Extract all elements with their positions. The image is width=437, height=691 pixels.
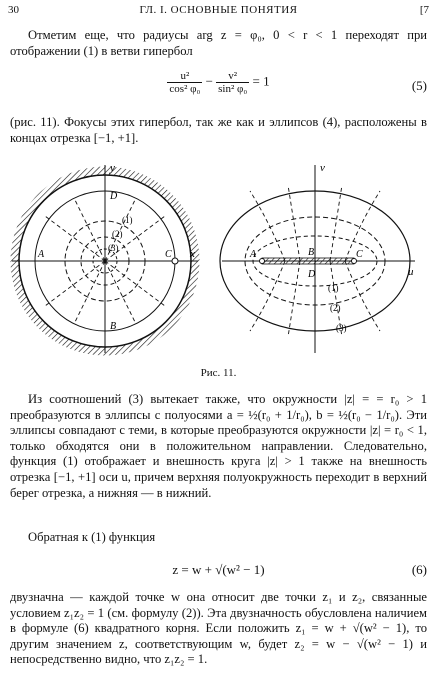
- equation-6: [10, 562, 427, 582]
- page-header: [8, 4, 429, 20]
- equation-5: [10, 70, 427, 104]
- label-a-left: A: [38, 249, 45, 260]
- label-1-right: (1): [328, 283, 339, 293]
- label-u: u: [408, 266, 414, 278]
- fraction-u-den: cos² φ₀: [169, 83, 201, 95]
- label-x: x: [190, 248, 195, 260]
- w-plane-diagram: [220, 162, 415, 353]
- point-a-right: [260, 259, 265, 264]
- fraction-v-num: v²: [216, 70, 249, 83]
- equation-6-body: z = w + √(w² − 1): [172, 562, 265, 577]
- figure-caption: Рис. 11.: [200, 367, 237, 379]
- paragraph-foci: (рис. 11). Фокусы этих гипербол, так же как и эллипсов (4), расположены в концах отрезка [−1, +1].: [10, 115, 427, 145]
- figure-11-drawing: [0, 153, 437, 363]
- paragraph-inverse: Обратная к (1) функция: [28, 530, 156, 544]
- minus-sign: −: [205, 73, 213, 89]
- label-y: y: [110, 162, 115, 174]
- fraction-v-den: sin² φ₀: [218, 83, 248, 95]
- label-c-left: C: [165, 249, 172, 260]
- label-1-left: (1): [122, 215, 133, 225]
- label-3-left: (3): [108, 243, 119, 253]
- figure-11: [0, 153, 437, 383]
- fraction-u: [167, 70, 202, 95]
- label-c-right: C: [356, 249, 363, 260]
- segment-minus1-plus1: [262, 258, 354, 264]
- equation-6-label: (6): [411, 562, 427, 577]
- label-v: v: [320, 162, 325, 174]
- paragraph-mark: [7: [419, 4, 429, 16]
- fraction-v: [216, 70, 249, 95]
- fraction-u-num: u²: [167, 70, 202, 83]
- label-2-right: (2): [330, 303, 341, 313]
- label-d-right: D: [308, 269, 316, 280]
- point-c: [172, 258, 178, 264]
- equals-one: = 1: [252, 73, 270, 89]
- paragraph-two-valued: двузначна — каждой точке w она относит две точки z₁ и z₂, связанные условием z₁z₂ = 1 (см. формулу (2)). Эта двузначность обусловлена наличием в формуле (6) квадратного корня. Если положить z₁ = w + √(w² − 1), то другим значением z, соответствующим w, будет z₂ = w − √(w² − 1) и непосредственно видно, что z₁z₂ = 1.: [10, 590, 427, 667]
- label-2-left: (2): [112, 229, 123, 239]
- label-a-right: A: [250, 249, 257, 260]
- running-head: ГЛ. I. ОСНОВНЫЕ ПОНЯТИЯ: [139, 4, 298, 16]
- page-number: 30: [8, 4, 19, 16]
- label-b-left: B: [110, 321, 117, 332]
- label-3-right: (3): [336, 323, 347, 333]
- z-plane-diagram: [12, 162, 198, 353]
- equation-5-label: (5): [411, 78, 427, 93]
- label-d-left: D: [110, 191, 118, 202]
- label-b-right: B: [308, 247, 315, 258]
- paragraph-ellipses: Из соотношений (3) вытекает также, что окружности |z| = = r₀ > 1 преобразуются в эллипсы с полуосями a = ½(r₀ + 1/r₀), b = ½(r₀ − 1/r₀). Эти эллипсы совпадают с теми, в которые преобразуются окружности |z| = r₀ < 1, только обходятся они в положительном направлении. Следовательно, функция (1) отображает и внешность круга |z| > 1 также на внешность отрезка [−1, +1] оси u, причем верхняя полуокружность переходит в верхний берег отрезка, а нижняя — в нижний.: [10, 392, 427, 500]
- paragraph-radii: Отметим еще, что радиусы arg z = φ₀, 0 < r < 1 переходят при отображении (1) в ветви гипербол: [10, 28, 427, 58]
- equation-5-body: [10, 70, 427, 95]
